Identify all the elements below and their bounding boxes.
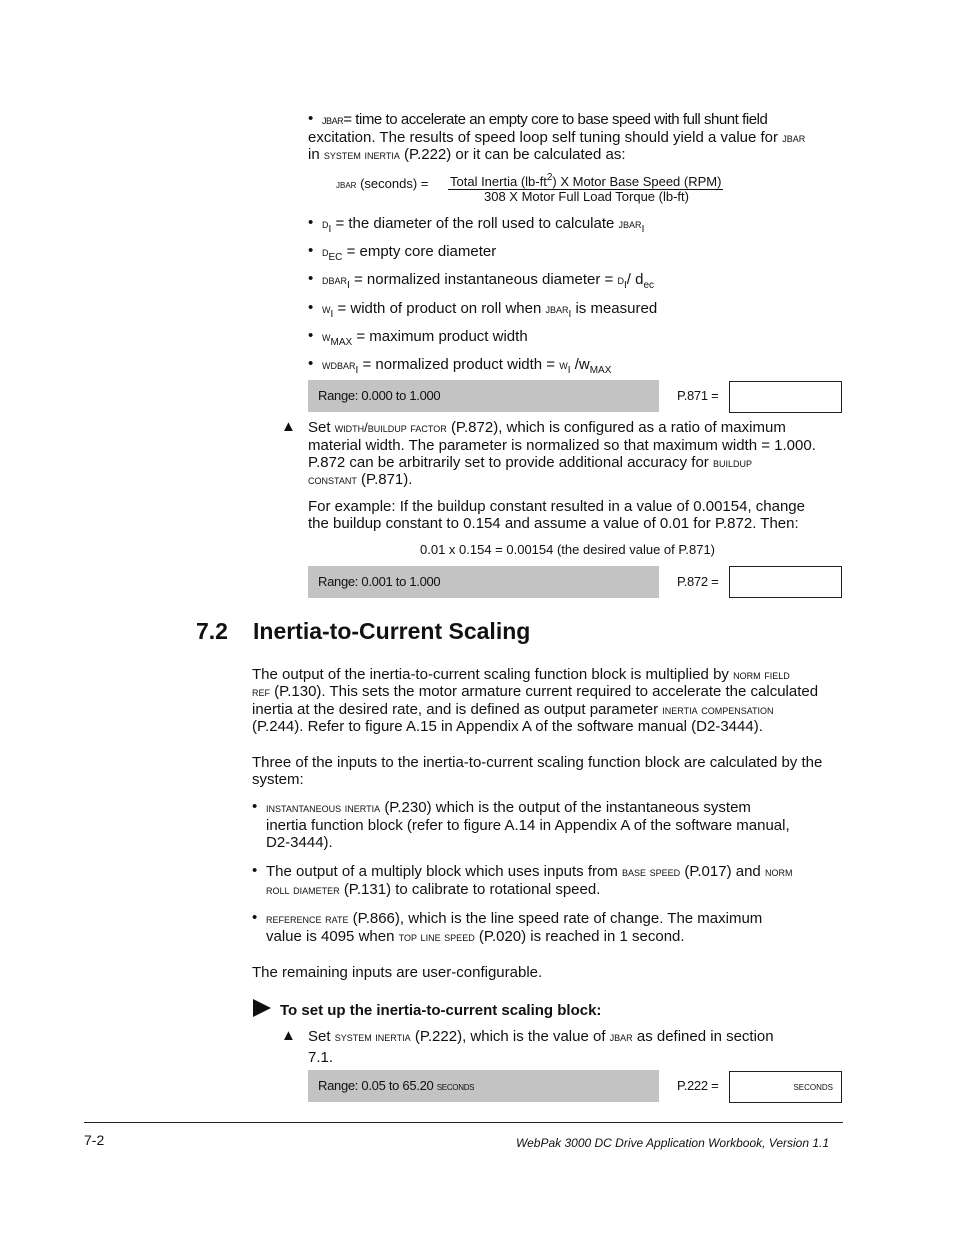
- input-item-3-line2: value is 4095 when top line speed (P.020) is reached in 1 second.: [266, 928, 685, 945]
- section-title: Inertia-to-Current Scaling: [253, 618, 531, 644]
- bullet: •: [252, 862, 258, 879]
- p1-line1: The output of the inertia-to-current scaling function block is multiplied by norm field: [252, 666, 790, 683]
- def-wdbar: wdbar$_I$ = normalized product width = $w_I$ $/w_{MAX}$: [322, 356, 612, 376]
- p3: The remaining inputs are user-configurable.: [252, 964, 543, 981]
- bullet: •: [308, 355, 314, 372]
- input-item-1-line1: instantaneous inertia (P.230) which is the output of the instantaneous system: [266, 799, 751, 816]
- step-system-inertia-line2: 7.1.: [308, 1049, 334, 1066]
- def-dbar: dbar$_I$ = normalized instantaneous diameter = $d_I/$ $d_{ec}$: [322, 271, 654, 291]
- triangle-step-icon: ▲: [281, 418, 296, 435]
- section-number: 7.2: [196, 618, 228, 644]
- input-item-2-line2: roll diameter (P.131) to calibrate to rotational speed.: [266, 881, 601, 898]
- param-label-p871: P.871 =: [677, 388, 719, 403]
- formula-lhs: jbar (seconds) =: [336, 176, 429, 191]
- bullet: •: [308, 214, 314, 231]
- param-label-p222: P.222 =: [677, 1078, 719, 1093]
- input-item-1-line3: D2-3444).: [266, 834, 333, 851]
- page-number: 7-2: [84, 1132, 105, 1148]
- p1-line2: ref (P.130). This sets the motor armature current required to accelerate the calculated: [252, 683, 819, 700]
- formula-numerator: Total Inertia $(lb-ft^2)$ X Motor Base Speed (RPM): [450, 172, 722, 189]
- param-label-p872: P.872 =: [677, 574, 719, 589]
- def-wi: $w_I$ = width of product on roll when jbar$_I$ is measured: [322, 300, 658, 320]
- formula-denominator: 308 X Motor Full Load Torque (lb-ft): [484, 189, 689, 204]
- bullet: •: [308, 110, 314, 127]
- range-bar-p871: Range: 0.000 to 1.000: [308, 380, 659, 412]
- procedure-heading: To set up the inertia-to-current scaling block:: [280, 1002, 602, 1019]
- example-equation: 0.01 x 0.154 = 0.00154 (the desired value of P.871): [420, 542, 716, 557]
- p2-line1: Three of the inputs to the inertia-to-current scaling function block are calculated by the: [252, 754, 823, 771]
- range-bar-p222: Range: 0.05 to 65.20 seconds: [308, 1070, 659, 1102]
- step-width-line3: P.872 can be arbitrarily set to provide additional accuracy for buildup: [308, 454, 752, 471]
- p222-unit-label: seconds: [793, 1081, 833, 1093]
- jbar-definition-line1: jbar= time to accelerate an empty core to base speed with full shunt field: [322, 111, 768, 128]
- p1-line3: inertia at the desired rate, and is defined as output parameter inertia compensation: [252, 701, 774, 718]
- input-item-2-line1: The output of a multiply block which uses inputs from base speed (P.017) and norm: [266, 863, 793, 880]
- bullet: •: [308, 242, 314, 259]
- example-line2: the buildup constant to 0.154 and assume a value of 0.01 for P.872. Then:: [308, 515, 799, 532]
- footer-document-title: WebPak 3000 DC Drive Application Workbook, Version 1.1: [516, 1136, 830, 1150]
- step-width-line4: constant (P.871).: [308, 471, 413, 488]
- bullet: •: [308, 299, 314, 316]
- bullet: •: [308, 270, 314, 287]
- p871-input-box[interactable]: [729, 381, 842, 413]
- p1-line4: (P.244). Refer to figure A.15 in Appendix A of the software manual (D2-3444).: [252, 718, 763, 735]
- p222-input-box[interactable]: [729, 1071, 842, 1103]
- jbar-definition-line2: excitation. The results of speed loop self tuning should yield a value for jbar: [308, 129, 806, 146]
- p2-line2: system:: [252, 771, 304, 788]
- example-line1: For example: If the buildup constant resulted in a value of 0.00154, change: [308, 498, 805, 515]
- input-item-3-line1: reference rate (P.866), which is the line speed rate of change. The maximum: [266, 910, 763, 927]
- procedure-arrow-icon: [253, 999, 271, 1017]
- triangle-step-icon: ▲: [281, 1027, 296, 1044]
- range-bar-p872: Range: 0.001 to 1.000: [308, 566, 659, 598]
- step-system-inertia-line1: Set system inertia (P.222), which is the value of jbar as defined in section: [308, 1028, 774, 1045]
- def-wmax: $w_{MAX}$ = maximum product width: [322, 328, 528, 348]
- def-dec: $d_{EC}$ = empty core diameter: [322, 243, 497, 263]
- step-width-line1: Set width/buildup factor (P.872), which is configured as a ratio of maximum: [308, 419, 786, 436]
- input-item-1-line2: inertia function block (refer to figure A.14 in Appendix A of the software manual,: [266, 817, 790, 834]
- bullet: •: [308, 327, 314, 344]
- bullet: •: [252, 798, 258, 815]
- def-di: $d_I$ = the diameter of the roll used to calculate jbar$_I$: [322, 215, 645, 235]
- p872-input-box[interactable]: [729, 566, 842, 598]
- footer-rule: [84, 1122, 843, 1123]
- bullet: •: [252, 909, 258, 926]
- step-width-line2: material width. The parameter is normalized so that maximum width = 1.000.: [308, 437, 816, 454]
- jbar-definition-line3: in system inertia (P.222) or it can be calculated as:: [308, 146, 626, 163]
